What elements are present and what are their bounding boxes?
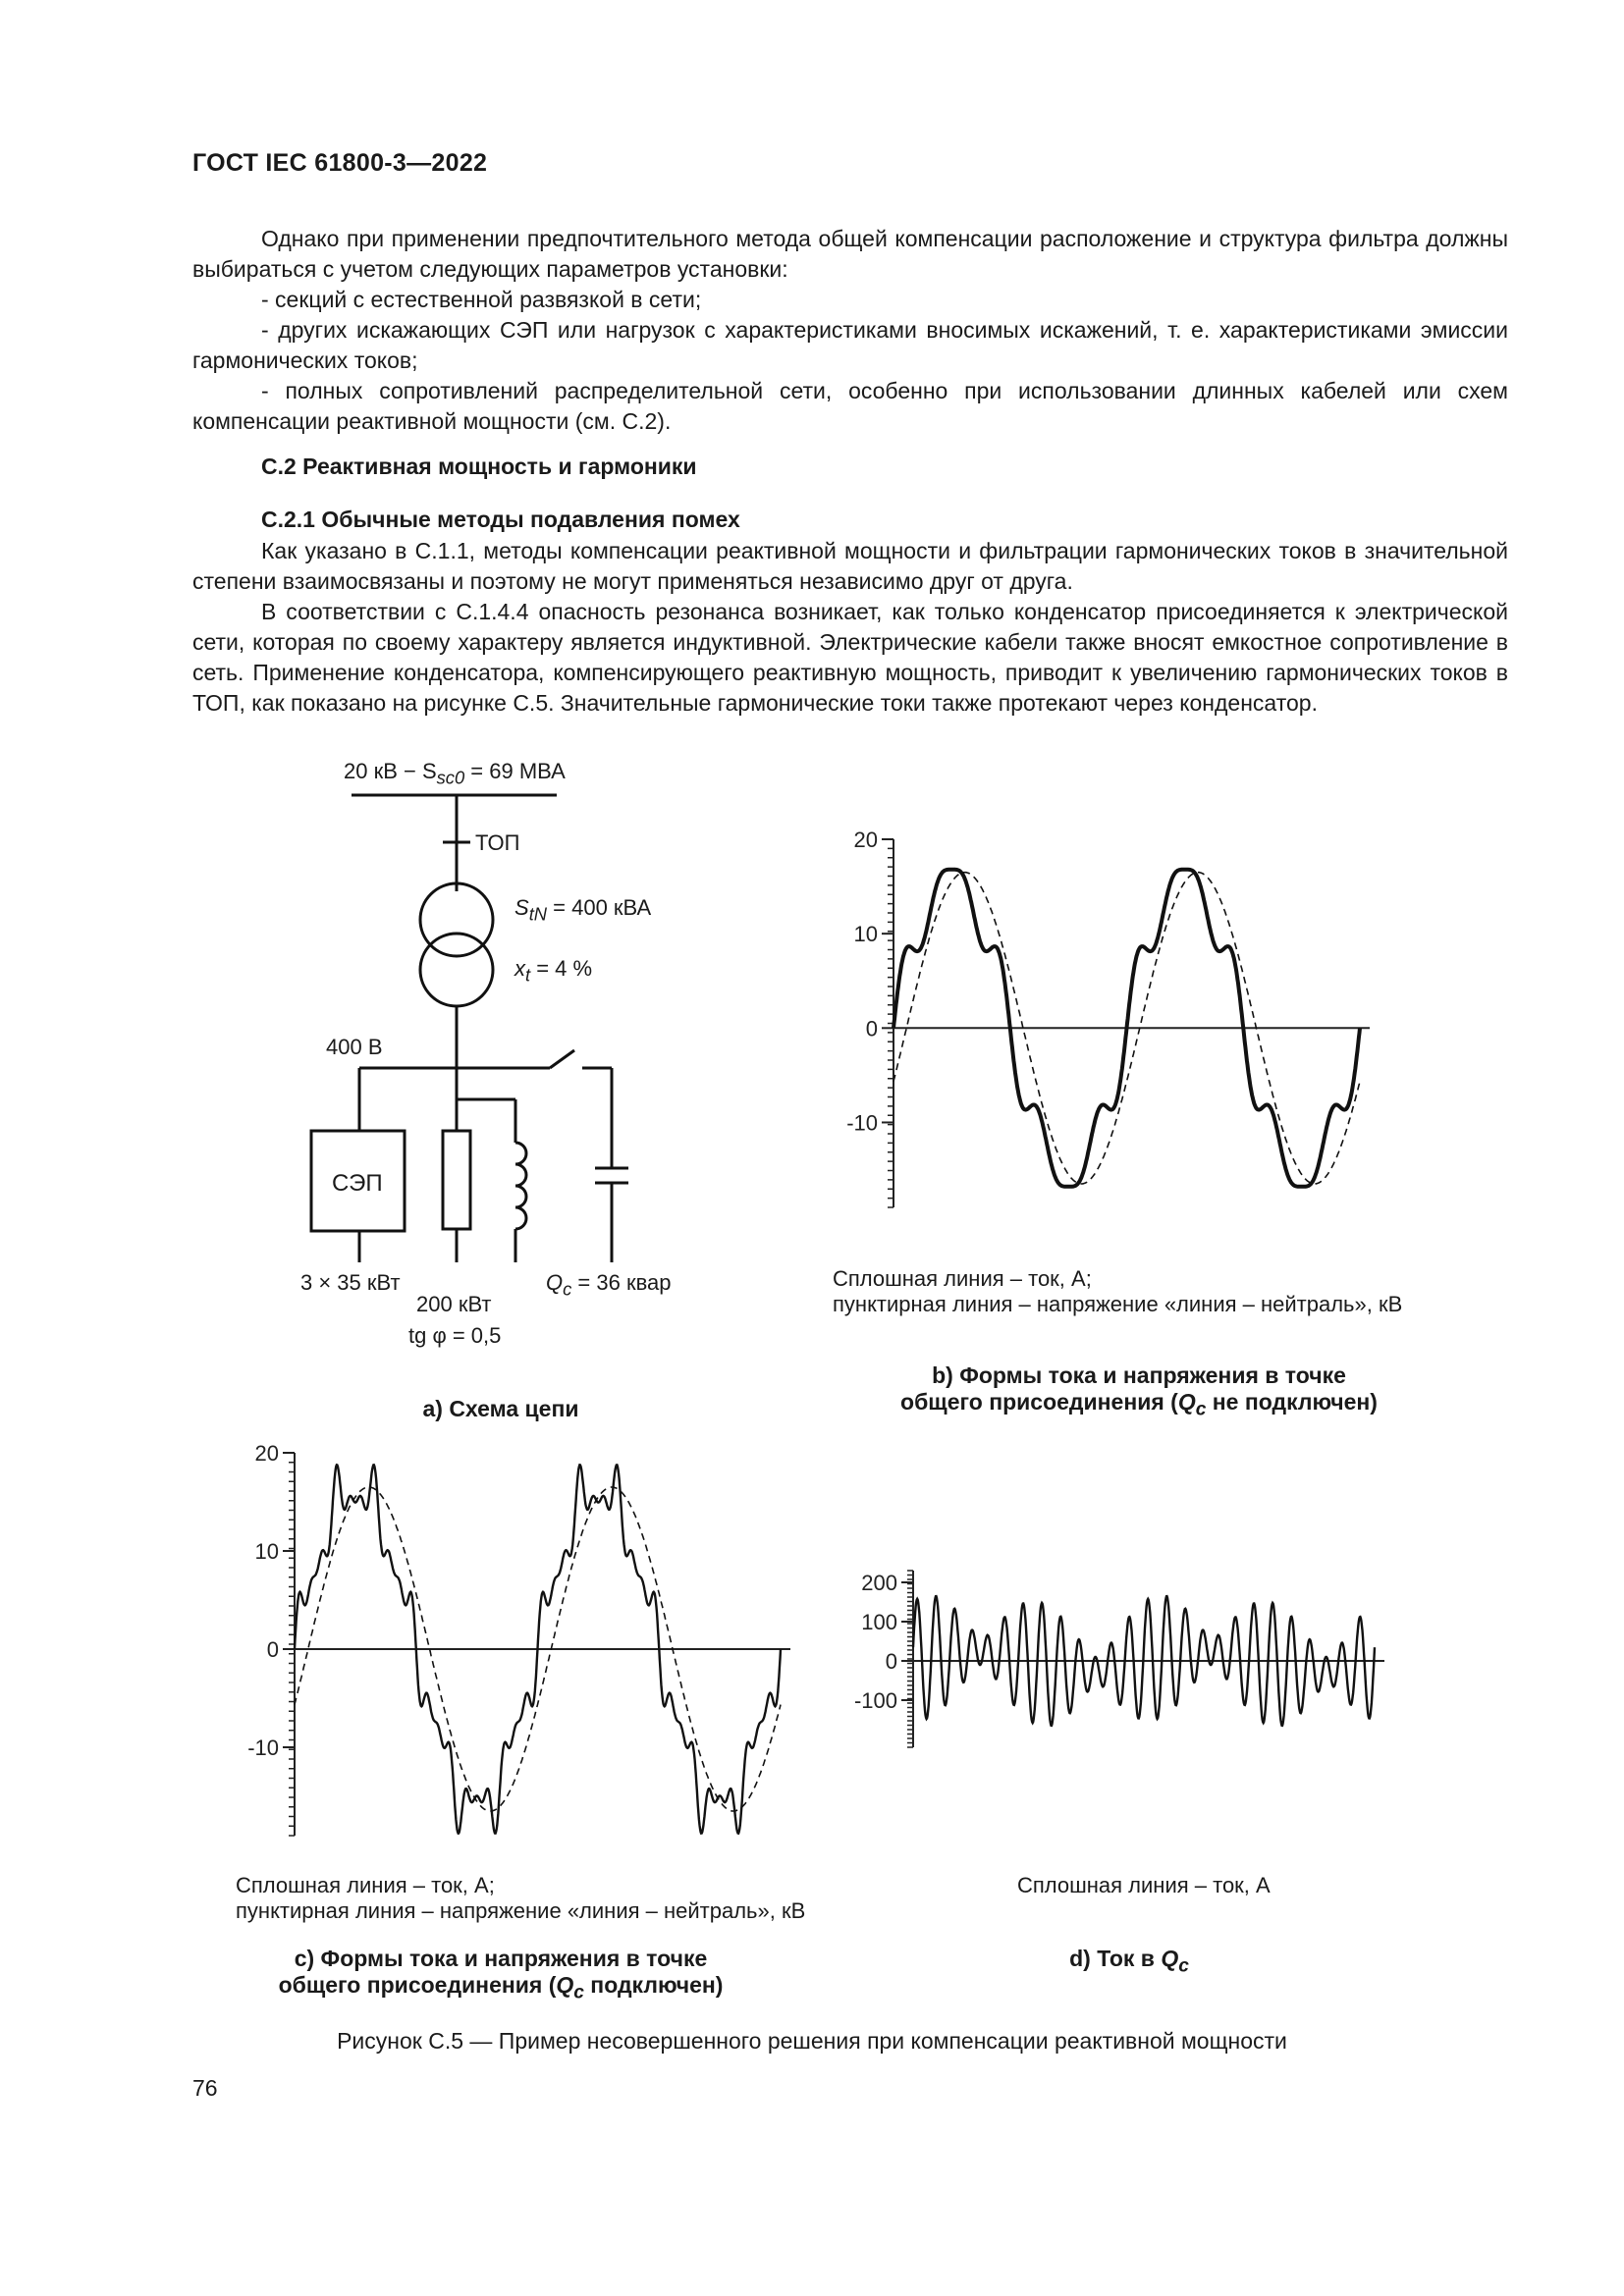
sep-power-label: 3 × 35 кВт	[300, 1270, 401, 1295]
legend-d-line1: Сплошная линия – ток, А	[1017, 1873, 1271, 1897]
pcc-label: ТОП	[475, 830, 520, 855]
paragraph: В соответствии с С.1.4.4 опасность резонанса возникает, как только конденсатор присоединяется к электрической сети, которая по своему характеру является индуктивной. Электрические кабели также вносят емкостное сопротивление в сеть. Применение конденсатора, компенсирующего реактивную мощность, приводит к увеличению гармонических токов в ТОП, как показано на рисунке С.5. Значительные гармонические токи также протекают через конденсатор.	[192, 599, 1508, 716]
chart-b	[835, 825, 1326, 1217]
legend-c-line2: пунктирная линия – напряжение «линия – нейтраль», кВ	[236, 1898, 806, 1923]
y-tick-label: -10	[247, 1735, 279, 1760]
caption-b-sub: c	[1195, 1399, 1207, 1420]
caption-b-pre: общего присоединения (	[900, 1389, 1178, 1415]
paragraph: Однако при применении предпочтительного метода общей компенсации расположение и структура фильтра должны выбираться с учетом следующих параметров установки:	[192, 226, 1508, 282]
list-item: - других искажающих СЭП или нагрузок с характеристиками вносимых искажений, т. е. характеристиками эмиссии гармонических токов;	[192, 317, 1508, 373]
legend-c-line1: Сплошная линия – ток, А;	[236, 1873, 495, 1897]
section-text	[192, 536, 1508, 719]
caption-d-pre: d) Ток в	[1069, 1946, 1162, 1971]
legend-b-line1: Сплошная линия – ток, А;	[833, 1266, 1092, 1291]
list-item: - секций с естественной развязкой в сети;	[261, 287, 702, 312]
caption-d-sub: c	[1178, 1955, 1189, 1977]
caption-d	[1031, 1946, 1227, 1978]
current-series-line	[913, 1596, 1375, 1726]
bus-label-sub: sc0	[436, 767, 465, 788]
intro-text	[192, 224, 1508, 437]
x-sub: t	[525, 964, 531, 986]
capacitor-label	[546, 1270, 672, 1300]
y-tick-label: 10	[254, 1539, 279, 1564]
caption-d-q: Q	[1161, 1946, 1179, 1971]
sep-box-label: СЭП	[332, 1170, 383, 1197]
caption-c-sub: c	[573, 1982, 584, 2003]
caption-c-pre: общего присоединения (	[278, 1972, 557, 1998]
caption-c-q: Q	[556, 1972, 574, 1998]
load-power-label: 200 кВт	[416, 1292, 492, 1316]
q-value: = 36 квар	[571, 1270, 672, 1295]
y-tick-label: 0	[266, 1637, 279, 1662]
x-value: = 4 %	[530, 956, 593, 981]
y-tick-label: 10	[853, 922, 878, 947]
voltage-400-label: 400 В	[326, 1035, 383, 1059]
q-sub: c	[563, 1278, 572, 1300]
caption-b-q: Q	[1177, 1389, 1196, 1415]
y-tick-label: 200	[861, 1571, 897, 1595]
bus-label-value: = 69 МВА	[464, 759, 566, 783]
paragraph: Как указано в С.1.1, методы компенсации реактивной мощности и фильтрации гармонических токов в значительной степени взаимосвязаны и поэтому не могут применяться независимо друг от друга.	[192, 538, 1508, 594]
y-tick-label: 20	[254, 1441, 279, 1466]
list-item: - полных сопротивлений распределительной сети, особенно при использовании длинных кабелей или схем компенсации реактивной мощности (см. С.2).	[192, 378, 1508, 434]
y-tick-label: -100	[853, 1688, 897, 1713]
caption-b-line1: b) Формы тока и напряжения в точке	[932, 1362, 1346, 1388]
y-tick-label: 0	[885, 1649, 897, 1674]
document-header: ГОСТ IEC 61800-3—2022	[192, 149, 488, 177]
transformer-reactance-label	[514, 956, 592, 986]
transformer-power-label	[514, 895, 651, 925]
section-heading-c2: С.2 Реактивная мощность и гармоники	[261, 454, 697, 479]
y-tick-label: 20	[853, 828, 878, 852]
legend-b-line2: пунктирная линия – напряжение «линия – нейтраль», кВ	[833, 1292, 1403, 1316]
caption-a: a) Схема цепи	[422, 1396, 579, 1421]
x-symbol: x	[514, 956, 525, 981]
figure-caption: Рисунок С.5 — Пример несовершенного решения при компенсации реактивной мощности	[337, 2028, 1287, 2054]
caption-c-line1: c) Формы тока и напряжения в точке	[294, 1946, 708, 1971]
s-sub: tN	[528, 903, 548, 925]
y-tick-label: 100	[861, 1610, 897, 1634]
caption-b	[864, 1362, 1414, 1421]
bus-label	[344, 759, 566, 788]
caption-b-line2	[864, 1389, 1414, 1421]
caption-c-post: подключен)	[583, 1972, 724, 1998]
y-tick-label: -10	[846, 1110, 878, 1136]
tg-phi-label: tg φ = 0,5	[408, 1323, 502, 1348]
q-symbol: Q	[546, 1270, 564, 1295]
s-value: = 400 кВА	[547, 895, 652, 920]
chart-c	[236, 1433, 785, 1845]
y-tick-label: 0	[865, 1016, 878, 1041]
caption-c	[236, 1946, 766, 2004]
caption-b-post: не подключен)	[1206, 1389, 1378, 1415]
section-heading-c21: С.2.1 Обычные методы подавления помех	[261, 507, 740, 532]
caption-c-line2	[236, 1972, 766, 2004]
bus-label-text: 20 кВ − S	[344, 759, 437, 783]
chart-d	[854, 1561, 1384, 1757]
page-number: 76	[192, 2075, 218, 2101]
s-symbol: S	[514, 895, 529, 920]
